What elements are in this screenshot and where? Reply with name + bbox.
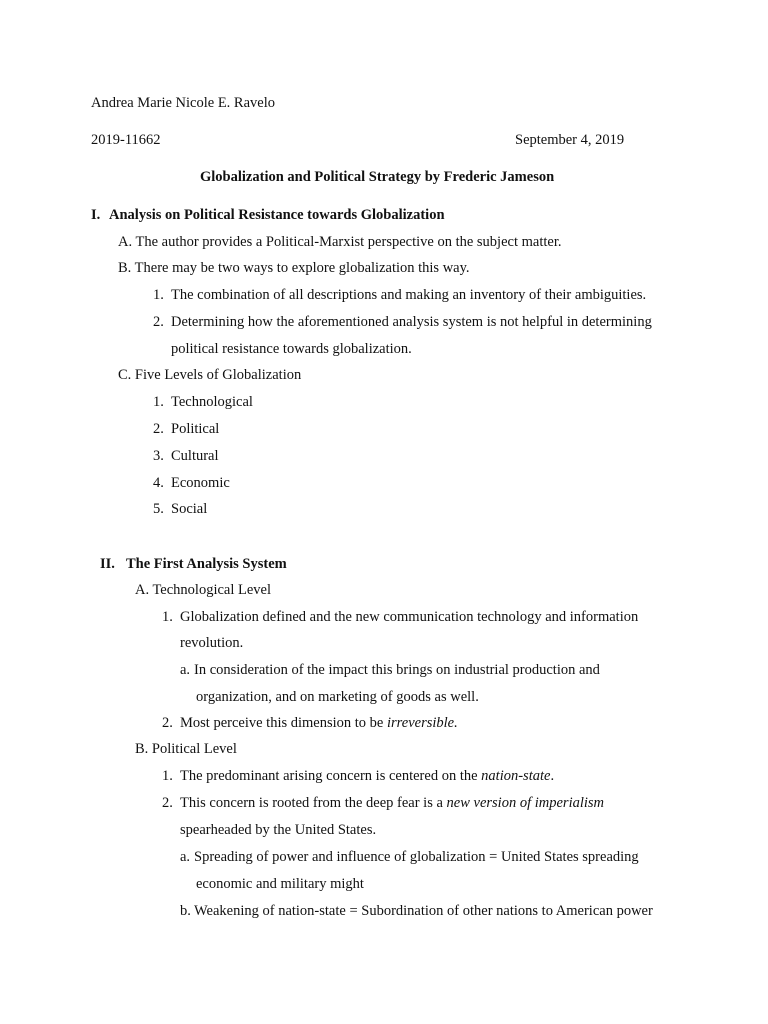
level-item [153,447,219,465]
list-number: 2. [162,795,173,811]
section-1-item-b1 [153,286,646,304]
section-2-title: The First Analysis System [126,556,287,572]
section-1-item-b2-cont: political resistance towards globalization. [171,341,412,357]
list-text: In consideration of the impact this brings on industrial production and [194,662,600,678]
list-letter: a. [180,849,191,865]
list-number: 3. [153,448,164,464]
author-name: Andrea Marie Nicole E. Ravelo [91,95,275,111]
level-label: Cultural [171,448,219,464]
document-title: Globalization and Political Strategy by Frederic Jameson [200,169,555,185]
list-number: 4. [153,475,164,491]
list-number: 2. [153,421,164,437]
emphasis-text: new version of imperialism [446,795,605,811]
list-letter: a. [180,662,191,678]
section-2-item-a: A. Technological Level [135,582,272,598]
list-letter: b. [180,903,191,919]
document-date: September 4, 2019 [515,132,625,148]
section-2-item-b2 [162,794,604,812]
emphasis-text: nation-state [481,768,551,784]
level-label: Technological [171,394,253,410]
list-text: The combination of all descriptions and making an inventory of their ambiguities. [171,287,647,303]
list-number: 2. [162,715,173,731]
list-number: 1. [153,394,164,410]
section-2-item-a2 [162,714,458,732]
section-2-item-a1-cont: revolution. [180,635,244,651]
section-2-item-b1 [162,767,554,785]
section-2-item-b2a [180,848,639,866]
student-id: 2019-11662 [91,132,161,148]
level-label: Political [171,421,220,437]
list-text: This concern is rooted from the deep fear is a [180,795,447,811]
list-text: The predominant arising concern is centered on the [180,768,482,784]
section-1-item-a: A. The author provides a Political-Marxist perspective on the subject matter. [118,234,562,250]
level-item [153,500,207,518]
level-label: Economic [171,475,230,491]
list-number: 1. [153,287,164,303]
section-1-numeral: I. [91,207,101,223]
list-number: 1. [162,609,173,625]
section-2-heading [100,555,287,573]
section-2-item-b: B. Political Level [135,741,237,757]
section-1-item-b2 [153,313,652,331]
section-1-item-b: B. There may be two ways to explore globalization this way. [118,260,470,276]
list-number: 5. [153,501,164,517]
section-2-item-b2a-cont: economic and military might [196,876,364,892]
list-text: Determining how the aforementioned analysis system is not helpful in determining [171,314,652,330]
section-1-heading [91,206,445,224]
section-2-item-b2-cont: spearheaded by the United States. [180,822,377,838]
level-item [153,474,230,492]
level-item [153,393,253,411]
section-2-item-a1a [180,661,600,679]
section-1-item-c: C. Five Levels of Globalization [118,367,302,383]
section-1-title: Analysis on Political Resistance towards Globalization [109,207,445,223]
level-label: Social [171,501,208,517]
section-2-item-b2b [180,902,653,920]
list-text: Weakening of nation-state = Subordination of other nations to American power [194,903,653,919]
list-number: 1. [162,768,173,784]
section-2-numeral: II. [100,556,115,572]
section-2-item-a1a-cont: organization, and on marketing of goods as well. [196,689,479,705]
list-text: Globalization defined and the new communication technology and information [180,609,639,625]
level-item [153,420,219,438]
section-2-item-a1 [162,608,638,626]
list-text: Spreading of power and influence of globalization = United States spreading [194,849,639,865]
list-text: Most perceive this dimension to be [180,715,387,731]
emphasis-text: irreversible. [387,715,458,731]
list-text: . [550,768,555,784]
list-number: 2. [153,314,164,330]
